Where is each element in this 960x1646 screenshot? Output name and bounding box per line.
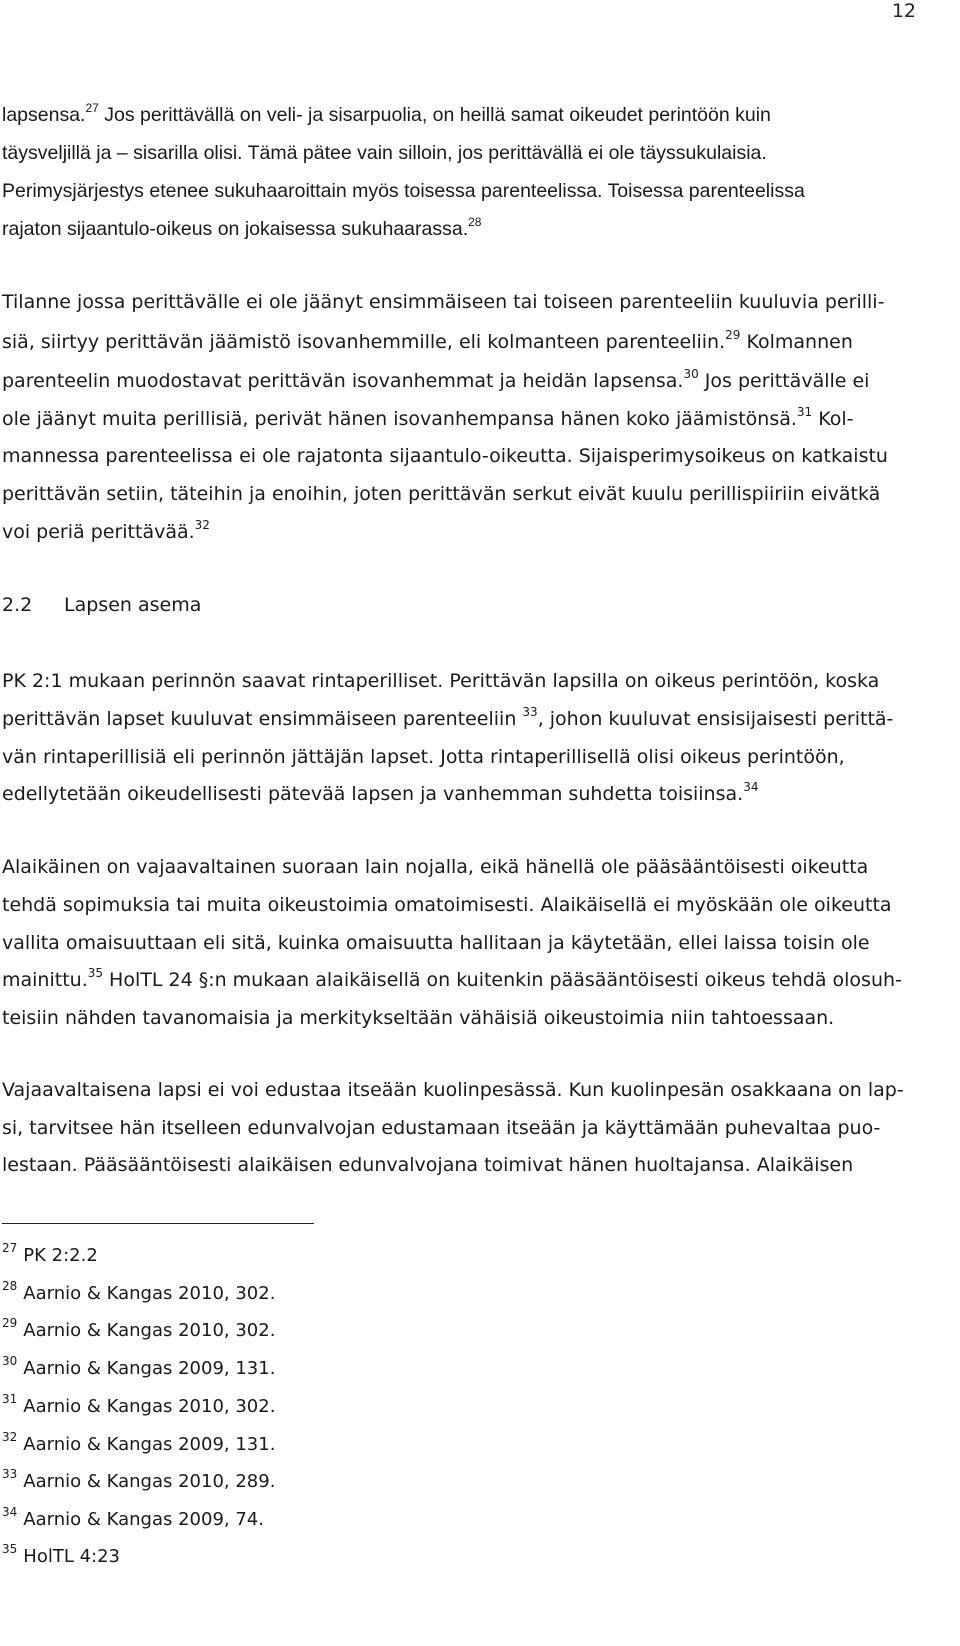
footnote: $^{31}$ Aarnio & Kangas 2010, 302. (2, 1392, 276, 1417)
text-line: si, tarvitsee hän itselleen edunvalvojan edustamaan itseään ja käyttämään puhevaltaa puo- (2, 1117, 881, 1139)
footnote-divider (2, 1223, 314, 1224)
text-line: lestaan. Pääsääntöisesti alaikäisen edunvalvojana toimivat hänen huoltajansa. Alaikäisen (2, 1154, 854, 1176)
footnote-ref: 35 (87, 966, 104, 980)
text-line: mainittu.$^{35}$ HolTL 24 §:n mukaan alaikäisellä on kuitenkin pääsääntöisesti oikeus tehdä olosuh- (2, 966, 902, 991)
footnote: $^{32}$ Aarnio & Kangas 2009, 131. (2, 1430, 276, 1455)
footnote-ref: 27 (85, 101, 99, 115)
text-line: vän rintaperillisiä eli perinnön jättäjän lapset. Jotta rintaperillisellä olisi oikeus perintöön, (2, 746, 845, 768)
text-line: vallita omaisuuttaan eli sitä, kuinka omaisuutta hallitaan ja käytetään, ellei laissa toisin ole (2, 932, 870, 954)
section-number: 2.2 (2, 594, 33, 616)
footnote: $^{27}$ PK 2:2.2 (2, 1241, 98, 1266)
text-line: teisiin nähden tavanomaisia ja merkitykseltään vähäisiä oikeustoimia niin tahtoessaan. (2, 1007, 835, 1029)
page-number: 12 (891, 0, 916, 22)
footnote-ref: 30 (683, 367, 699, 381)
text-line: ole jäänyt muita perillisiä, perivät hänen isovanhempansa hänen koko jäämistönsä.$^{31}$ Kol- (2, 405, 854, 430)
section-title: Lapsen asema (64, 594, 202, 616)
text-line: PK 2:1 mukaan perinnön saavat rintaperilliset. Perittävän lapsilla on oikeus perintöön, koska (2, 670, 880, 692)
footnote-ref: 29 (725, 328, 741, 342)
text-line: edellytetään oikeudellisesti pätevää lapsen ja vanhemman suhdetta toisiinsa.$^{34}$ (2, 780, 759, 805)
text-line: rajaton sijaantulo-oikeus on jokaisessa sukuhaarassa.$^{28}$ (2, 215, 482, 240)
footnote: $^{29}$ Aarnio & Kangas 2010, 302. (2, 1316, 276, 1341)
text-line: mannessa parenteelissa ei ole rajatonta sijaantulo-oikeutta. Sijaisperimysoikeus on katkaistu (2, 445, 888, 467)
text-line: Tilanne jossa perittävälle ei ole jäänyt ensimmäiseen tai toiseen parenteeliin kuuluvia perilli- (2, 291, 885, 313)
text-line: lapsensa.$^{27}$ Jos perittävällä on veli- ja sisarpuolia, on heillä samat oikeudet perintöön kuin (2, 101, 771, 126)
text-line: voi periä perittävää.$^{32}$ (2, 518, 210, 543)
section-heading (2, 593, 201, 617)
text-line: Vajaavaltaisena lapsi ei voi edustaa itseään kuolinpesässä. Kun kuolinpesän osakkaana on lap- (2, 1079, 904, 1101)
text-line: täysveljillä ja – sisarilla olisi. Tämä pätee vain silloin, jos perittävällä ei ole täyssukulaisia. (2, 142, 767, 164)
footnote: $^{30}$ Aarnio & Kangas 2009, 131. (2, 1354, 276, 1379)
footnote-ref: 31 (796, 405, 813, 419)
footnote: $^{28}$ Aarnio & Kangas 2010, 302. (2, 1279, 276, 1304)
footnote: $^{33}$ Aarnio & Kangas 2010, 289. (2, 1467, 276, 1492)
text-line: Alaikäinen on vajaavaltainen suoraan lain nojalla, eikä hänellä ole pääsääntöisesti oikeutta (2, 856, 869, 878)
text-line: parenteelin muodostavat perittävän isovanhemmat ja heidän lapsensa.$^{30}$ Jos perittävälle ei (2, 367, 870, 392)
text-line: tehdä sopimuksia tai muita oikeustoimia omatoimisesti. Alaikäisellä ei myöskään ole oikeutta (2, 894, 892, 916)
footnote-ref: 28 (468, 215, 482, 229)
footnote-ref: 34 (743, 780, 759, 794)
footnote-ref: 32 (194, 518, 210, 532)
text-line: siä, siirtyy perittävän jäämistö isovanhemmille, eli kolmanteen parenteeliin.$^{29}$ Kolmannen (2, 328, 853, 353)
text-line: Perimysjärjestys etenee sukuhaaroittain myös toisessa parenteelissa. Toisessa parenteelissa (2, 180, 805, 202)
footnote: $^{35}$ HolTL 4:23 (2, 1542, 120, 1567)
text-line: perittävän lapset kuuluvat ensimmäiseen parenteeliin $^{33}$, johon kuuluvat ensisijaisesti perittä- (2, 705, 894, 730)
text-line: perittävän setiin, täteihin ja enoihin, joten perittävän serkut eivät kuulu perillispiiriin eivätkä (2, 483, 881, 505)
footnote-ref: 33 (522, 705, 538, 719)
footnote: $^{34}$ Aarnio & Kangas 2009, 74. (2, 1505, 264, 1530)
